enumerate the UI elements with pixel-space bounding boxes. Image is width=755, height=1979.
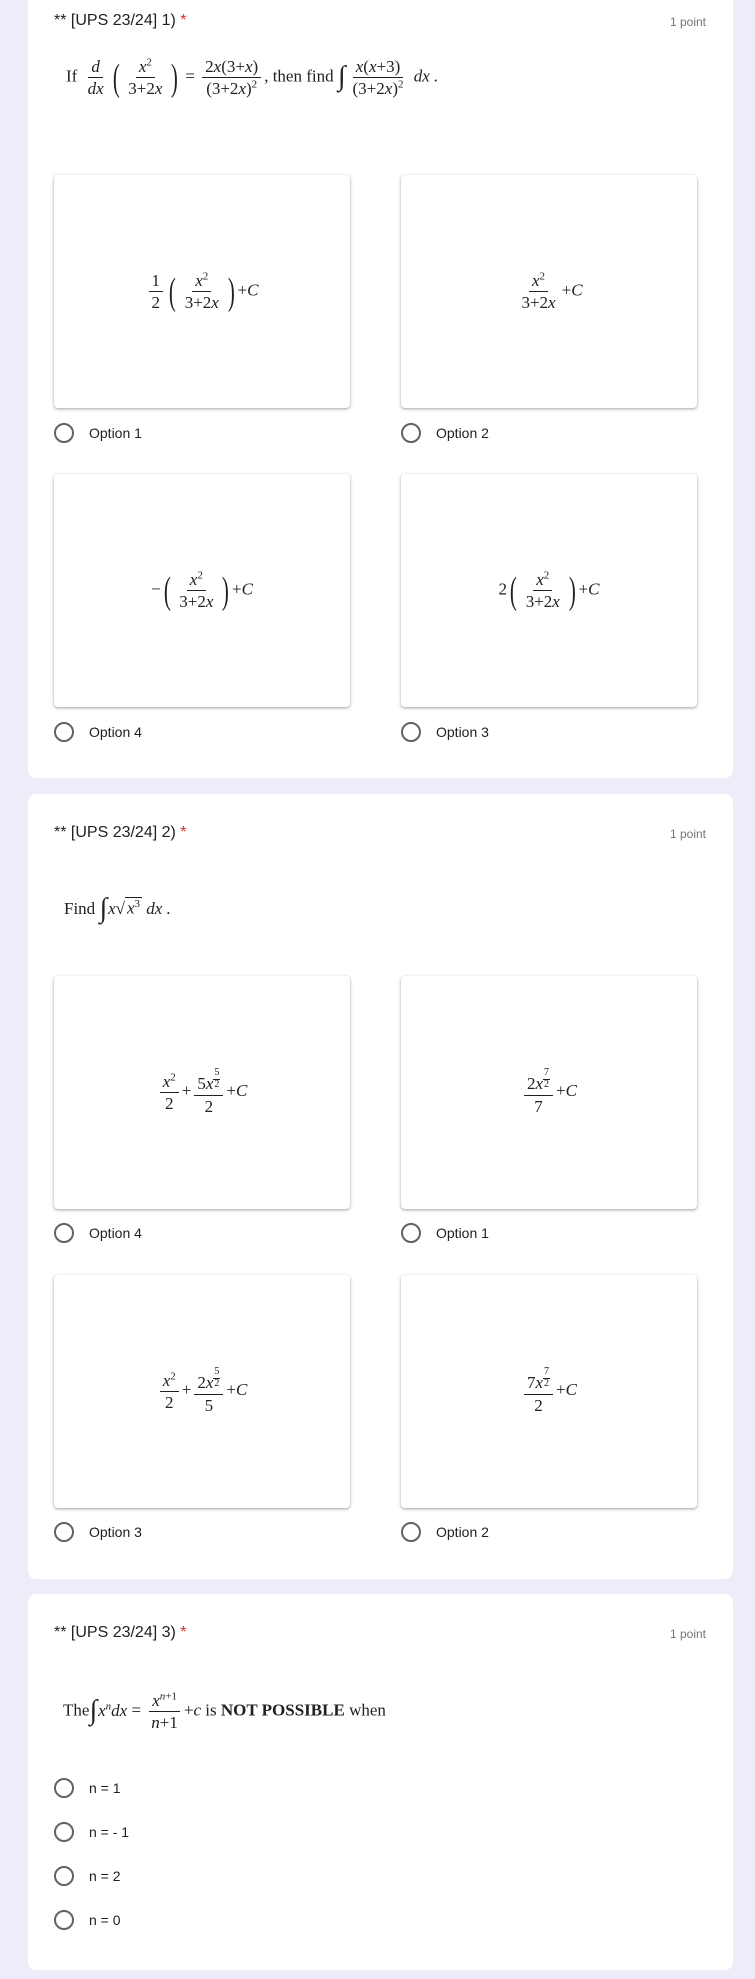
option-image: $\frac{x^2}{2}$ + 2x $\frac{5}{2}$ 5 +C: [54, 1275, 350, 1508]
option-radio[interactable]: Option 4: [54, 1223, 142, 1243]
question-title: ** [UPS 23/24] 1) *: [54, 12, 187, 29]
radio-unchecked-icon[interactable]: [401, 1223, 421, 1243]
radio-unchecked-icon[interactable]: [401, 423, 421, 443]
option-radio[interactable]: Option 3: [54, 1522, 142, 1542]
option-radio[interactable]: n = 1: [54, 1778, 121, 1798]
radio-unchecked-icon[interactable]: [54, 1866, 74, 1886]
required-asterisk: *: [180, 12, 187, 29]
radio-unchecked-icon[interactable]: [54, 1910, 74, 1930]
option-radio[interactable]: Option 2: [401, 423, 489, 443]
radio-unchecked-icon[interactable]: [401, 1522, 421, 1542]
radio-unchecked-icon[interactable]: [54, 1778, 74, 1798]
option-radio[interactable]: Option 1: [401, 1223, 489, 1243]
question-card-1: [28, 0, 733, 778]
points-label: 1 point: [669, 1627, 706, 1641]
question-card-3: [28, 1594, 733, 1970]
option-radio[interactable]: Option 1: [54, 423, 142, 443]
option-image: $\frac{1}{2}$ ( $\frac{x^2}{3+2x}$ ) +C: [54, 175, 350, 408]
option-radio[interactable]: Option 2: [401, 1522, 489, 1542]
option-radio[interactable]: n = 0: [54, 1910, 121, 1930]
option-image: 2 ( $\frac{x^2}{3+2x}$ ) +C: [401, 474, 697, 707]
radio-unchecked-icon[interactable]: [54, 1223, 74, 1243]
option-image: − ( $\frac{x^2}{3+2x}$ ) +C: [54, 474, 350, 707]
option-image: 2x $\frac{7}{2}$ 7 +C: [401, 976, 697, 1209]
option-image: $\frac{x^2}{2}$ + 5x $\frac{5}{2}$ 2 +C: [54, 976, 350, 1209]
question-stem: Find ∫x√ $x^3$ dx .: [64, 893, 171, 924]
radio-unchecked-icon[interactable]: [54, 1522, 74, 1542]
required-asterisk: *: [180, 824, 187, 841]
question-stem: If $\frac{d}{dx}$ ( $\frac{x^2}{3+2x}$ ) = $\frac{2x(3+x)}{(3+2x)^2}$ , then find ∫ $\frac{x(x+3)}{(3+2x)^2}$ dx .: [66, 56, 439, 99]
radio-unchecked-icon[interactable]: [54, 1822, 74, 1842]
option-radio[interactable]: n = - 1: [54, 1822, 129, 1842]
question-card-2: [28, 794, 733, 1579]
option-image: $\frac{x^2}{3+2x}$ +C: [401, 175, 697, 408]
radio-unchecked-icon[interactable]: [54, 722, 74, 742]
points-label: 1 point: [669, 15, 706, 29]
points-label: 1 point: [669, 827, 706, 841]
question-stem: $The\int x^ndx$ = $\frac{x^{n+1}}{n+1}$ +c is NOT POSSIBLE when: [63, 1690, 386, 1733]
option-radio[interactable]: Option 4: [54, 722, 142, 742]
question-title: ** [UPS 23/24] 3) *: [54, 1624, 187, 1641]
option-radio[interactable]: Option 3: [401, 722, 489, 742]
radio-unchecked-icon[interactable]: [401, 722, 421, 742]
option-radio[interactable]: n = 2: [54, 1866, 121, 1886]
option-image: 7x $\frac{7}{2}$ 2 +C: [401, 1275, 697, 1508]
required-asterisk: *: [180, 1624, 187, 1641]
question-title: ** [UPS 23/24] 2) *: [54, 824, 187, 841]
radio-unchecked-icon[interactable]: [54, 423, 74, 443]
